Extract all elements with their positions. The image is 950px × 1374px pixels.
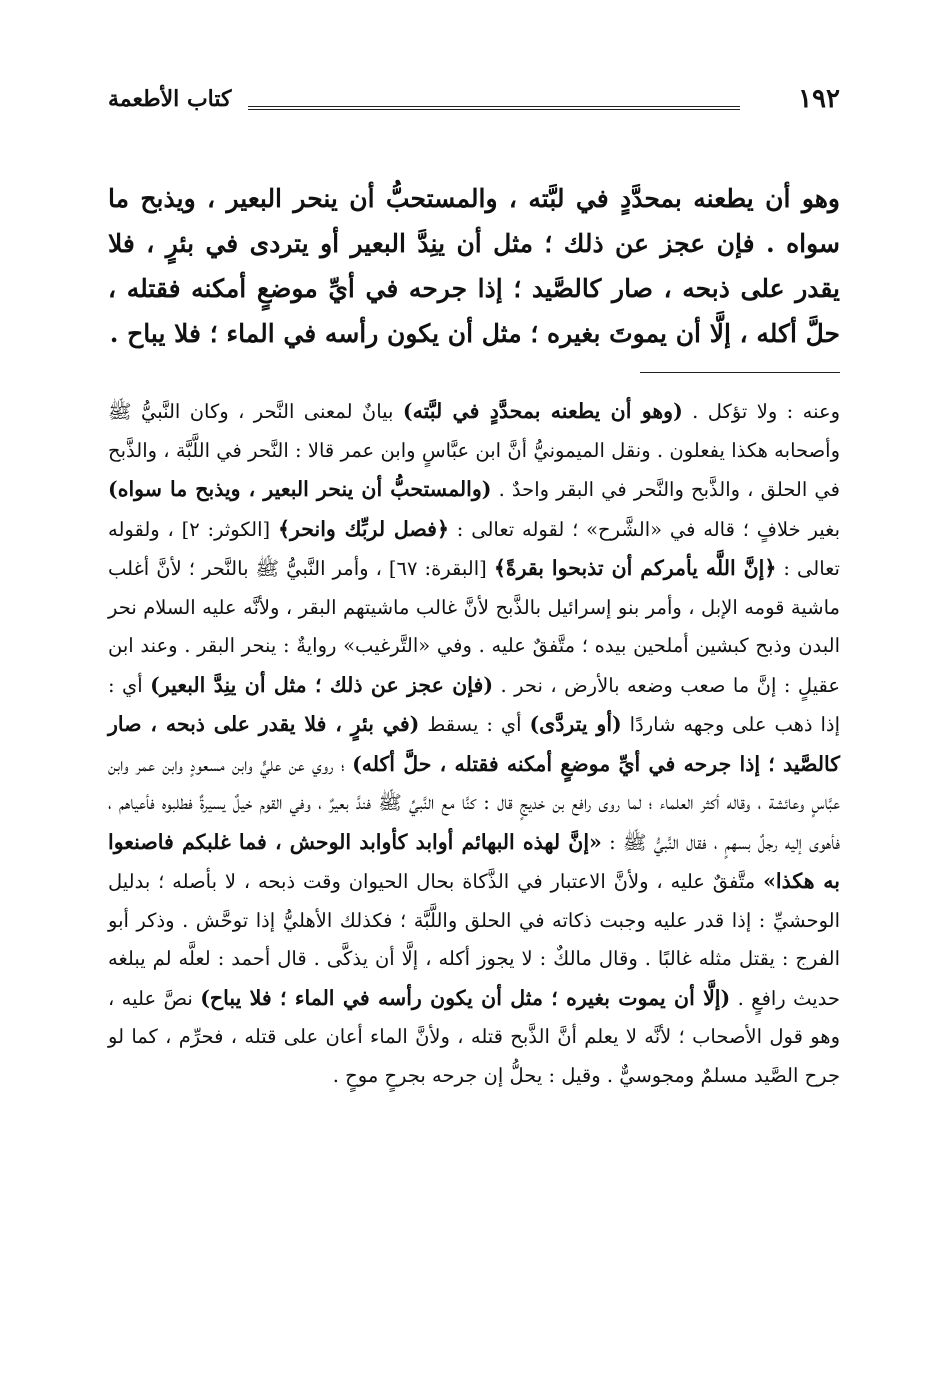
quoted-matn: (فإن عجز عن ذلك ؛ مثل أن ينِدَّ البعير) <box>150 672 494 697</box>
commentary-text: بغير خلافٍ ؛ قاله في «الشَّرح» ؛ لقوله تعالى : <box>448 517 840 541</box>
commentary-text: أي : يسقط <box>419 713 530 736</box>
quoted-matn: (إلَّا أن يموت بغيره ؛ مثل أن يكون رأسه في الماء ؛ فلا يباح) <box>200 985 731 1010</box>
main-text-paragraph: وهو أن يطعنه بمحدَّدٍ في لبَّته ، والمستحبُّ أن ينحر البعير ، ويذبح ما سواه . فإن عجز عن ذلك ؛ مثل أن ينِدَّ البعير أو يتردى في بئرٍ ، فلا يقدر على ذبحه ، صار كالصَّيد ؛ إذا جرحه في أيِّ موضعٍ أمكنه فقتله ، حلَّ أكله ، إلَّا أن يموتَ بغيره ؛ مثل أن يكون رأسه في الماء ؛ فلا يباح . <box>108 184 840 348</box>
quoted-matn: (وهو أن يطعنه بمحدَّدٍ في لبَّته) <box>402 399 683 423</box>
commentary-text: ؛ روي عن عليٍّ وابن مسعودٍ وابن عمر وابن عبَّاسٍ وعائشة ، وقاله أكثر العلماء ؛ لما روى رافع بن خديجٍ قال : كنَّا مع النَّبيِّ ﷺ فندَّ بعيرٌ ، وفي القوم خيلٌ يسيرةٌ فطلبوه فأعياهم ، فأهوى إليه رجلٌ بسهمٍ ، فقال النَّبيُّ ﷺ : <box>108 752 841 854</box>
commentary <box>108 392 840 1095</box>
quran-verse: ﴿إنَّ اللَّه يأمركم أن تذبحوا بقرةً﴾ <box>493 556 777 580</box>
hadith-quote: «إنَّ لهذه البهائم أوابد كأوابد الوحش ، فما غلبكم فاصنعوا به هكذا» <box>108 829 840 893</box>
commentary-text: نصَّ عليه ، وهو قول الأصحاب ؛ لأنَّه لا يعلم أنَّ الذَّبح قتله ، ولأنَّ الماء أعان على قتله ، فحرِّم ، كما لو جرح الصَّيد مسلمٌ ومجوسيٌّ . وقيل : يحلُّ إن جرحه بجرحٍ موحٍ . <box>108 986 840 1087</box>
quoted-matn: (أو يتردَّى) <box>529 712 622 736</box>
footnote-separator <box>640 372 840 373</box>
commentary-text: أي : إذا ذهب على وجهه شاردًا <box>108 673 840 736</box>
commentary-text: بيانٌ لمعنى النَّحر ، وكان النَّبيُّ ﷺ وأصحابه هكذا يفعلون . ونقل الميمونيُّ أنَّ ابن عبَّاسٍ وابن عمر قالا : النَّحر في اللَّبَّة ، والذَّبح في الحلق ، والذَّبح والنَّحر في البقر واحدٌ . <box>108 400 840 501</box>
page-header <box>108 84 840 124</box>
commentary-text: [البقرة: ٦٧] ، وأمر النَّبيُّ ﷺ بالنَّحر ؛ لأنَّ أغلب ماشية قومه الإبل ، وأمر بنو إسرائيل بالذَّبح لأنَّ غالب ماشيتهم البقر ، ولأنَّه عليه السلام نحر البدن وذبح كبشين أملحين بيده ؛ متَّفقٌ عليه . وفي «التَّرغيب» روايةٌ : ينحر البقر . وعند ابن عقيلٍ : إنَّ ما صعب وضعه بالأرض ، نحر . <box>108 557 840 697</box>
commentary-text: وعنه : ولا تؤكل . <box>682 400 841 423</box>
commentary-text: متَّفقٌ عليه ، ولأنَّ الاعتبار في الذَّكاة بحال الحيوان وقت ذبحه ، لا بأصله ؛ بدليل الوحشيِّ : إذا قدر عليه وجبت ذكاته في الحلق واللَّبَّة ؛ فكذلك الأهليُّ إذا توحَّش . وذكر أبو الفرج : يقتل مثله غالبًا . وقال مالكٌ : لا يجوز أكله ، إلَّا أن يذكَّى . قال أحمد : لعلَّه لم يبلغه حديث رافعٍ . <box>108 870 840 1010</box>
commentary-paragraph <box>108 392 840 1095</box>
main-text <box>108 176 840 356</box>
page-number: ١٩٢ <box>798 84 840 114</box>
quran-verse: ﴿فصل لربِّك وانحر﴾ <box>277 516 449 541</box>
quoted-matn: (والمستحبُّ أن ينحر البعير ، ويذبح ما سواه) <box>108 477 492 501</box>
quoted-matn: (في بئرٍ ، فلا يقدر على ذبحه ، صار كالصَّيد ؛ إذا جرحه في أيِّ موضعٍ أمكنه فقتله ، حلَّ أكله) <box>108 712 840 776</box>
header-rule <box>248 106 740 110</box>
book-title: كتاب الأطعمة <box>108 86 232 112</box>
commentary-text: [الكوثر: ٢] ، ولقوله تعالى : <box>108 517 840 580</box>
